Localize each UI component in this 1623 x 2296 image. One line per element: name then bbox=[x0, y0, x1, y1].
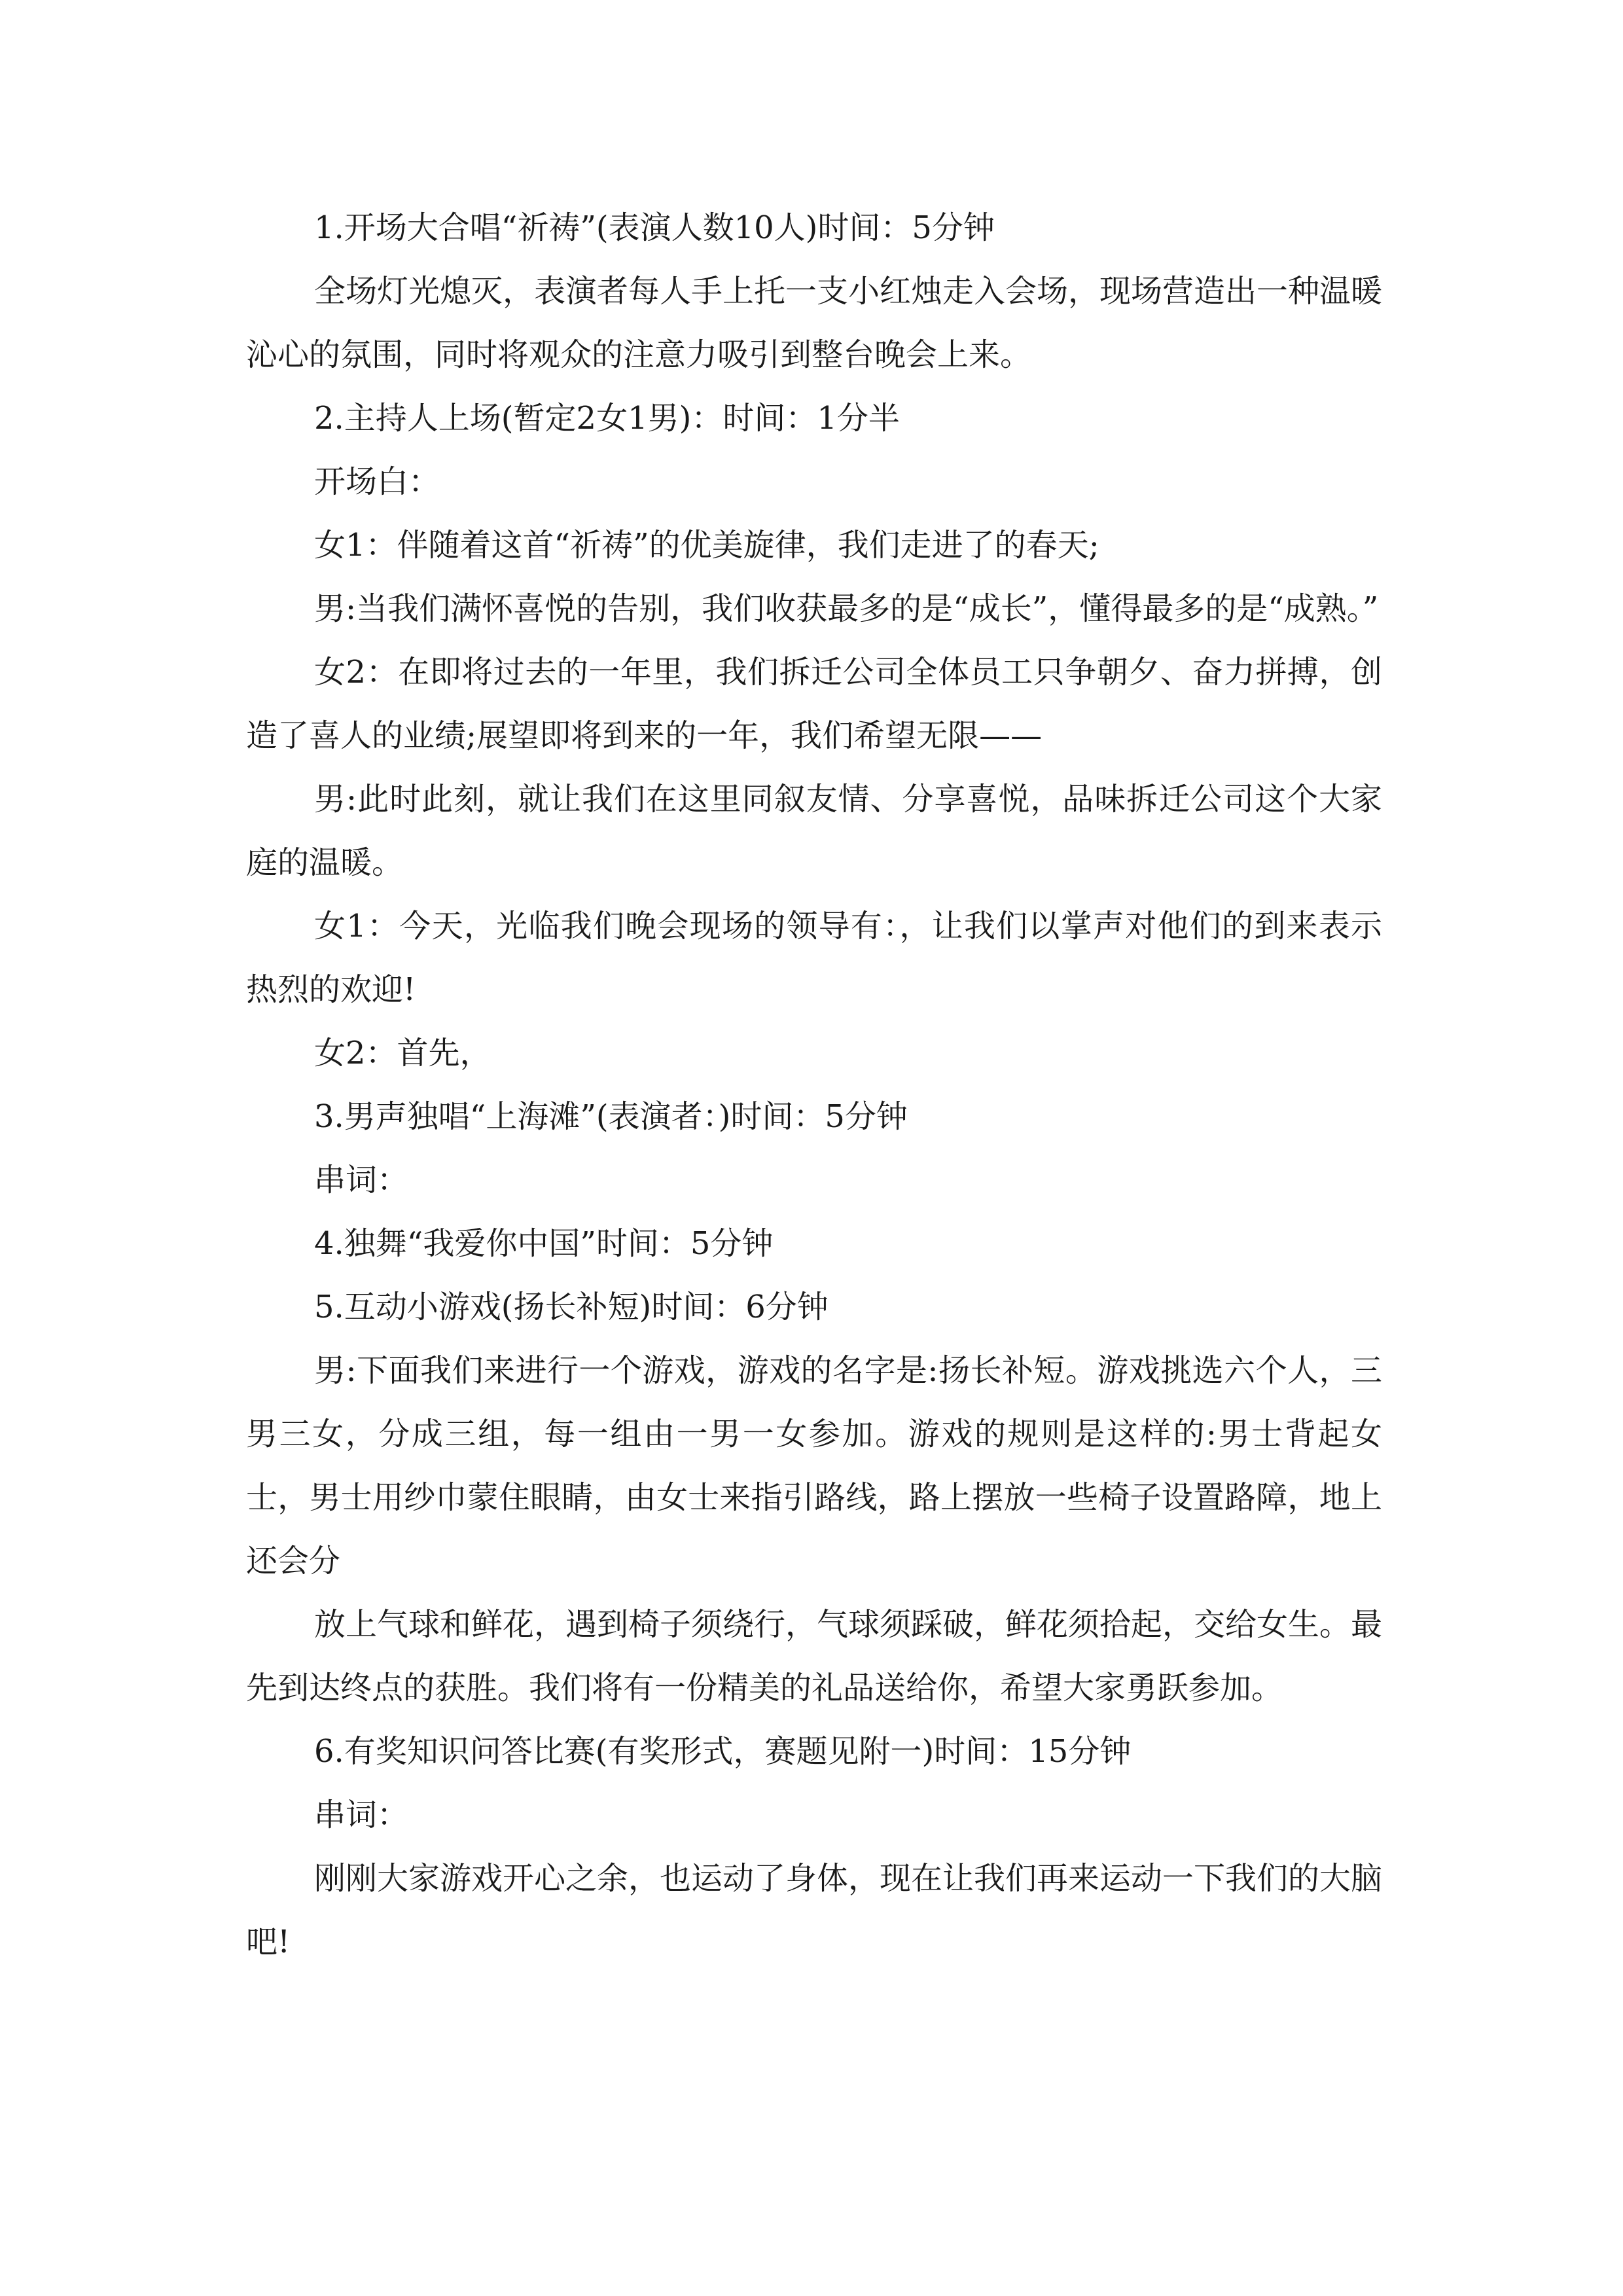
item-2-heading: 2.主持人上场(暂定2女1男)：时间：1分半 bbox=[314, 400, 900, 437]
host-line-female-2: 女2：在即将过去的一年里，我们拆迁公司全体员工只争朝夕、奋力拼搏，创造了喜人的业绩;展望即将到来的一年，我们希望无限—— bbox=[246, 654, 1382, 754]
item-1-heading: 1.开场大合唱“祈祷”(表演人数10人)时间：5分钟 bbox=[314, 209, 995, 246]
item-5-heading: 5.互动小游戏(扬长补短)时间：6分钟 bbox=[314, 1289, 829, 1325]
transition-label-2: 串词： bbox=[314, 1797, 409, 1833]
document-body bbox=[246, 196, 1382, 1974]
item-1-description: 全场灯光熄灭，表演者每人手上托一支小红烛走入会场，现场营造出一种温暖沁心的氛围，同时将观众的注意力吸引到整台晚会上来。 bbox=[246, 273, 1383, 373]
transition-label-1: 串词： bbox=[314, 1162, 409, 1198]
host-line-female-1: 女1：伴随着这首“祈祷”的优美旋律，我们走进了的春天; bbox=[314, 527, 1099, 564]
opening-remarks-label: 开场白： bbox=[314, 463, 440, 500]
host-line-female-2-first: 女2：首先， bbox=[314, 1035, 491, 1071]
host-line-female-1-welcome: 女1：今天，光临我们晚会现场的领导有：，让我们以掌声对他们的到来表示热烈的欢迎! bbox=[246, 908, 1382, 1008]
game-description-continued: 放上气球和鲜花，遇到椅子须绕行，气球须踩破，鲜花须拾起，交给女生。最先到达终点的获胜。我们将有一份精美的礼品送给你，希望大家勇跃参加。 bbox=[246, 1606, 1383, 1706]
host-line-male-2: 男:此时此刻，就让我们在这里同叙友情、分享喜悦，品味拆迁公司这个大家庭的温暖。 bbox=[246, 781, 1382, 881]
host-line-male-1: 男:当我们满怀喜悦的告别，我们收获最多的是“成长”，懂得最多的是“成熟。” bbox=[314, 590, 1379, 627]
item-4-heading: 4.独舞“我爱你中国”时间：5分钟 bbox=[314, 1225, 774, 1262]
transition-text-2: 刚刚大家游戏开心之余，也运动了身体，现在让我们再来运动一下我们的大脑吧! bbox=[246, 1860, 1383, 1960]
item-6-heading: 6.有奖知识问答比赛(有奖形式，赛题见附一)时间：15分钟 bbox=[314, 1733, 1132, 1770]
item-3-heading: 3.男声独唱“上海滩”(表演者：)时间：5分钟 bbox=[314, 1098, 908, 1135]
game-description: 男:下面我们来进行一个游戏，游戏的名字是:扬长补短。游戏挑选六个人，三男三女，分成三组，每一组由一男一女参加。游戏的规则是这样的:男士背起女士，男士用纱巾蒙住眼睛，由女士来指引路线，路上摆放一些椅子设置路障，地上还会分 bbox=[246, 1352, 1382, 1579]
